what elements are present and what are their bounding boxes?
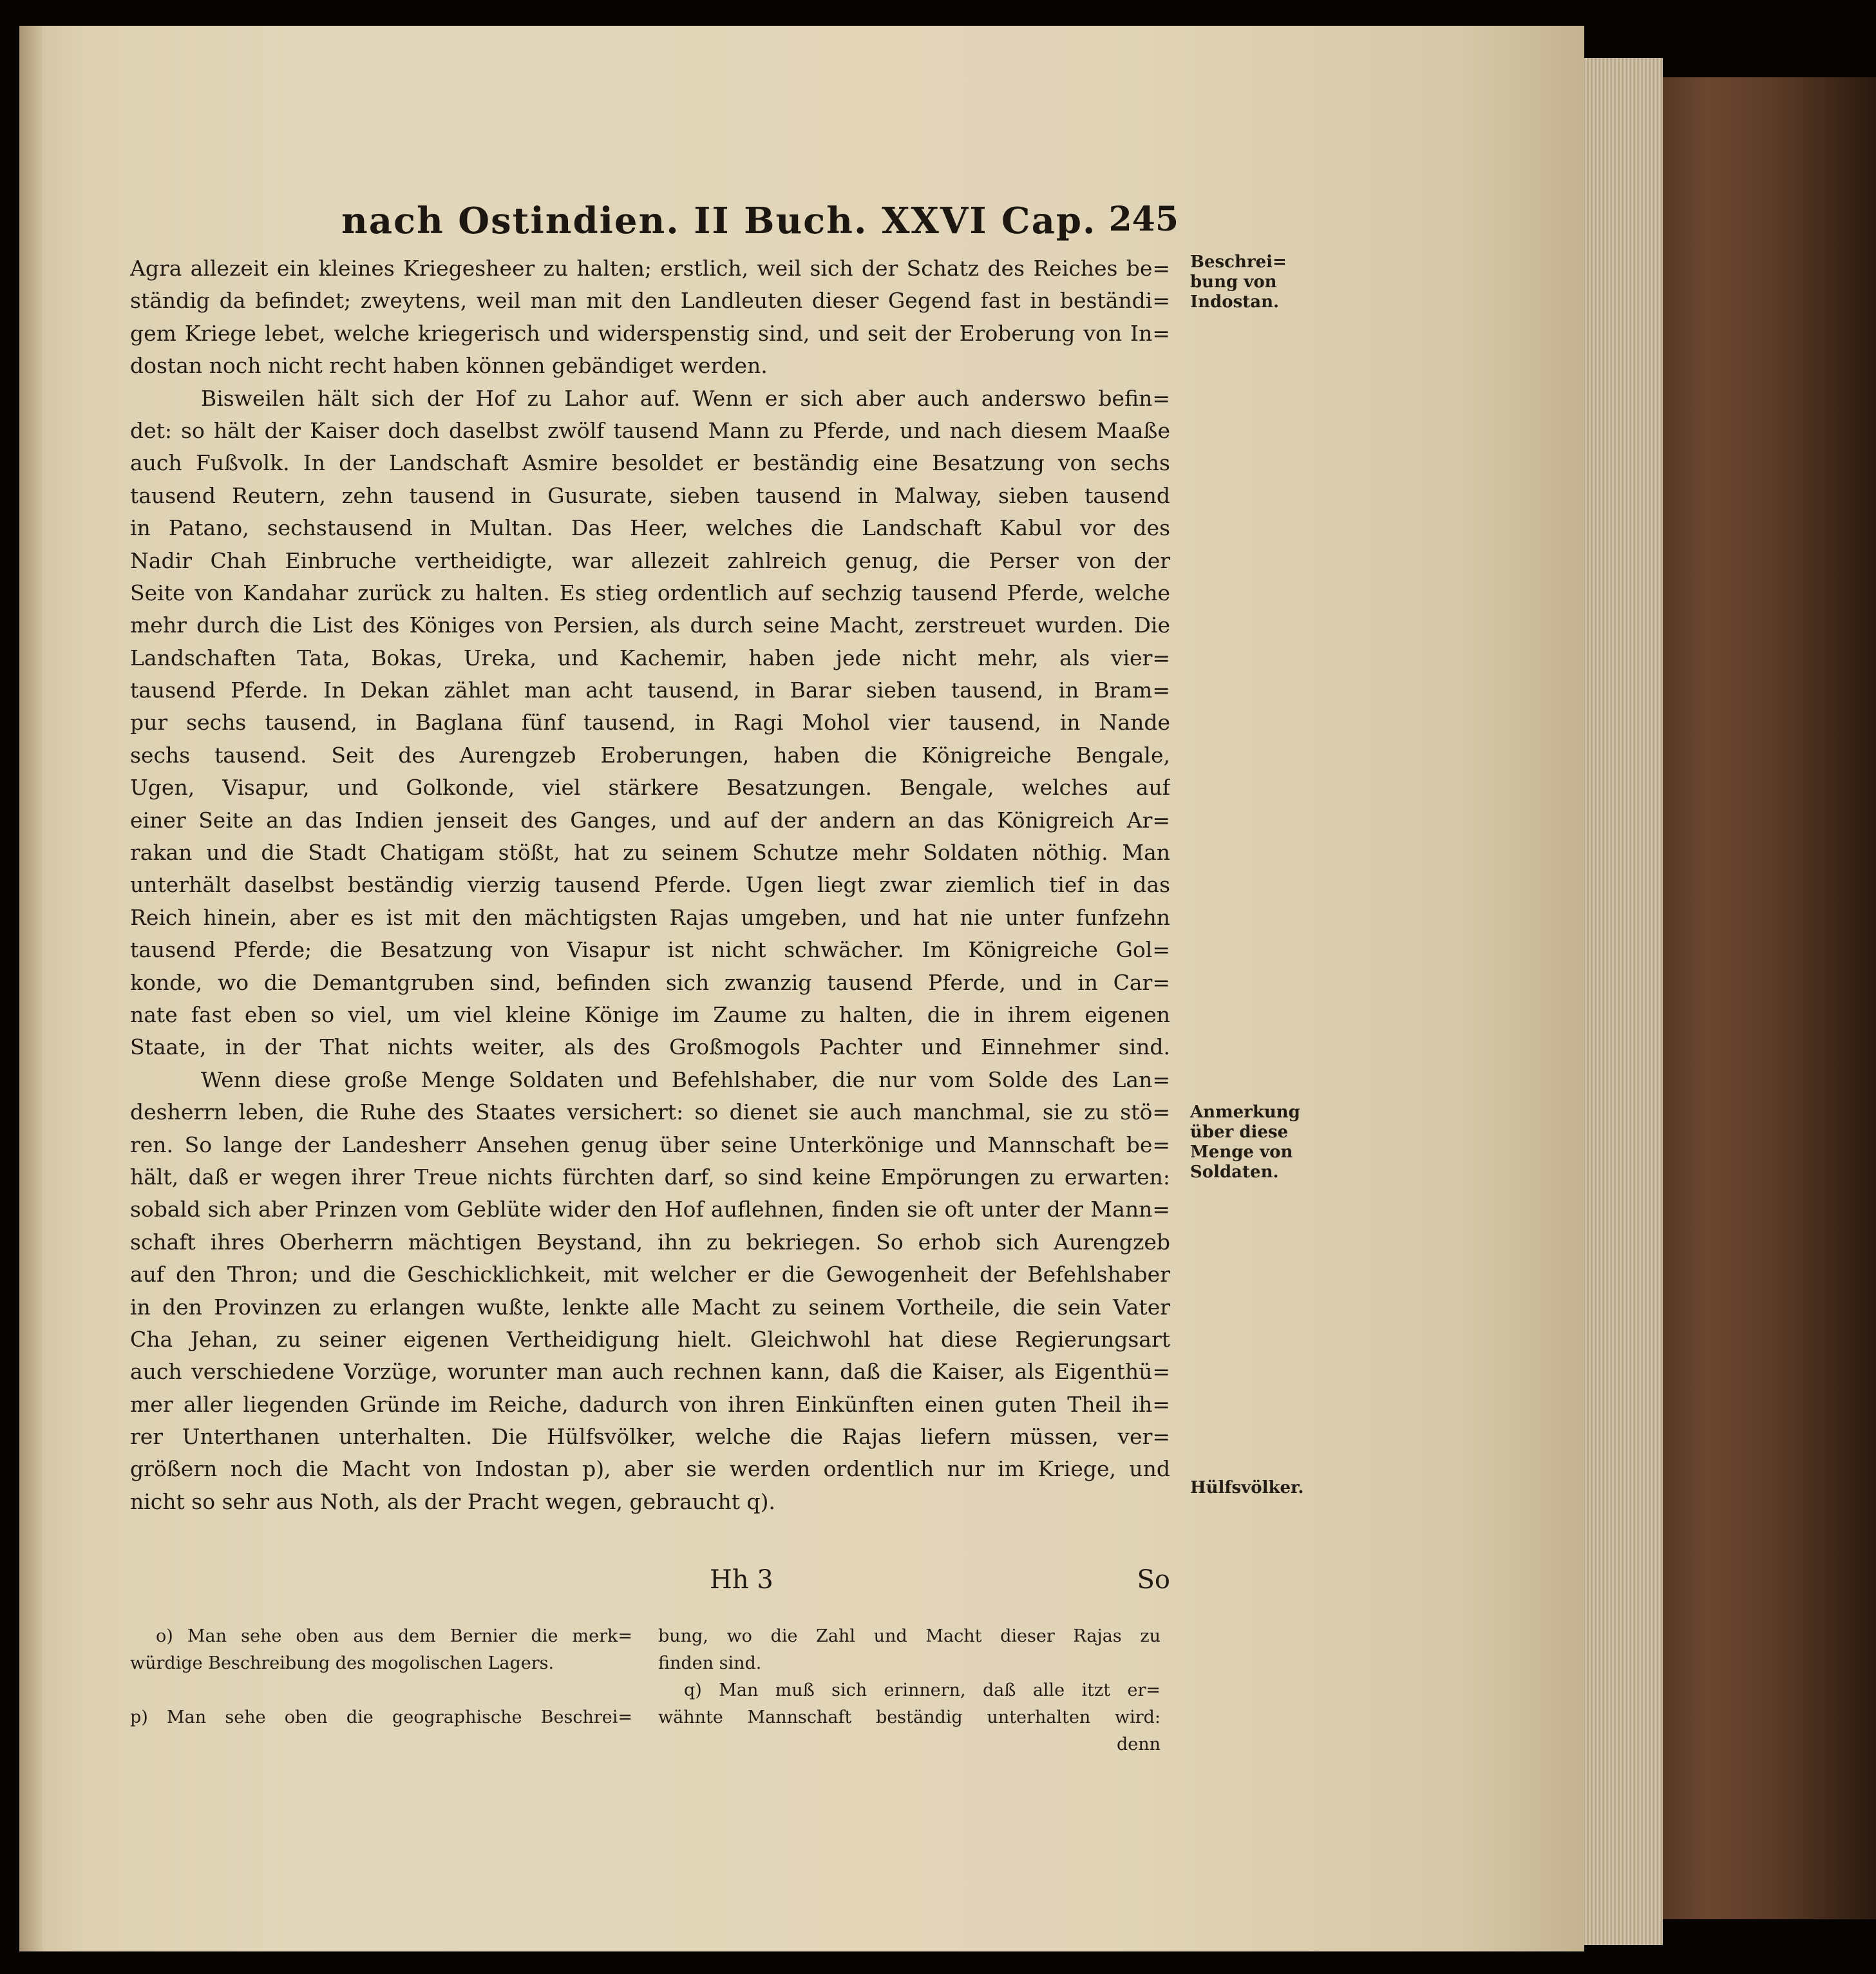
footnote-column-right [658,1623,1161,1758]
marginal-line: Anmerkung [1190,1103,1300,1122]
text-line: schaft ihres Oberherrn mächtigen Beystand, ihn zu bekriegen. So erhob sich Aurengzeb [130,1229,1170,1255]
main-text [130,252,1170,1518]
text-line: mer aller liegenden Gründe im Reiche, dadurch von ihren Einkünften einen guten Theil ih= [130,1391,1170,1417]
text-line: Wenn diese große Menge Soldaten und Befehlshaber, die nur vom Solde des Lan= [201,1067,1170,1092]
text-line: rakan und die Stadt Chatigam stößt, hat zu seinem Schutze mehr Soldaten nöthig. Man [130,840,1170,866]
footnote-line [130,1677,632,1704]
footnote-line: o) Man sehe oben aus dem Bernier die merk= [156,1626,632,1646]
text-line: tausend Pferde. In Dekan zählet man acht tausend, in Barar sieben tausend, in Bram= [130,678,1170,703]
book-cover-edge [1636,77,1876,1919]
text-line: tausend Pferde; die Besatzung von Visapur ist nicht schwächer. Im Königreiche Gol= [130,937,1170,963]
text-line: Cha Jehan, zu seiner eigenen Vertheidigung hielt. Gleichwohl hat diese Regierungsart [130,1326,1170,1352]
text-line: dostan noch nicht recht haben können gebändiget werden. [130,353,768,379]
footnote-line: q) Man muß sich erinnern, daß alle itzt er= [684,1680,1161,1700]
text-line: Landschaften Tata, Bokas, Ureka, und Kachemir, haben jede nicht mehr, als vier= [130,645,1170,670]
marginal-line: Soldaten. [1190,1163,1279,1182]
catchword: So [1137,1565,1170,1595]
text-line: Seite von Kandahar zurück zu halten. Es stieg ordentlich auf sechzig tausend Pferde, welche [130,580,1170,605]
text-line: nate fast eben so viel, um viel kleine Könige im Zaume zu halten, die in ihrem eigenen [130,1001,1170,1027]
footnote-line: finden sind. [658,1653,762,1673]
marginal-note-remark [1190,1103,1319,1182]
text-line: Agra allezeit ein kleines Kriegesheer zu halten; erstlich, weil sich der Schatz des Reiches be= [130,256,1170,281]
text-line: auch verschiedene Vorzüge, worunter man auch rechnen kann, daß die Kaiser, als Eigenthü= [130,1359,1170,1385]
footnote-line: bung, wo die Zahl und Macht dieser Rajas zu [658,1626,1161,1646]
text-line: Nadir Chah Einbruche vertheidigte, war allezeit zahlreich genug, die Perser von der [130,547,1170,573]
footnote-line: denn [1116,1734,1161,1754]
footnote-line: wähnte Mannschaft beständig unterhalten wird: [658,1707,1161,1727]
left-page-edge [19,26,43,1951]
footnote-line: würdige Beschreibung des mogolischen Lagers. [130,1653,554,1673]
text-line: ren. So lange der Landesherr Ansehen genug über seine Unterkönige und Mannschaft be= [130,1132,1170,1157]
marginal-line: bung von [1190,272,1277,292]
text-line: ständig da befindet; zweytens, weil man mit den Landleuten dieser Gegend fast in beständi= [130,288,1170,314]
marginal-line: Indostan. [1190,292,1280,312]
text-line: gem Kriege lebet, welche kriegerisch und widerspenstig sind, und seit der Eroberung von In= [130,320,1170,346]
text-line: Staate, in der That nichts weiter, als des Großmogols Pachter und Einnehmer sind. [130,1034,1170,1060]
text-line: Ugen, Visapur, und Golkonde, viel stärkere Besatzungen. Bengale, welches auf [130,775,1170,801]
text-line: nicht so sehr aus Noth, als der Pracht wegen, gebraucht q). [130,1488,775,1514]
running-title: nach Ostindien. II Buch. XXVI Cap. [341,200,1097,242]
text-line: det: so hält der Kaiser doch daselbst zwölf tausend Mann zu Pferde, und nach diesem Maaße [130,417,1170,443]
text-line: rer Unterthanen unterhalten. Die Hülfsvölker, welche die Rajas liefern müssen, ver= [130,1424,1170,1450]
text-line: hält, daß er wegen ihrer Treue nichts fürchten darf, so sind keine Empörungen zu erwarten: [130,1164,1170,1190]
text-line: mehr durch die List des Königes von Persien, als durch seine Macht, zerstreuet wurden. Die [130,612,1170,638]
text-line: unterhält daselbst beständig vierzig tausend Pferde. Ugen liegt zwar ziemlich tief in das [130,872,1170,898]
marginal-line: über diese [1190,1123,1289,1142]
catchline [130,1565,1170,1604]
text-line: desherrn leben, die Ruhe des Staates versichert: so dienet sie auch manchmal, sie zu stö= [130,1099,1170,1125]
marginal-line: Menge von [1190,1143,1293,1162]
text-line: auf den Thron; und die Geschicklichkeit, mit welcher er die Gewogenheit der Befehlshaber [130,1262,1170,1287]
text-line: tausend Reutern, zehn tausend in Gusurate, sieben tausend in Malway, sieben tausend [130,482,1170,508]
page-number: 245 [1108,200,1179,239]
text-line: konde, wo die Demantgruben sind, befinden sich zwanzig tausend Pferde, und in Car= [130,969,1170,995]
marginal-note-description [1190,252,1319,312]
text-line: größern noch die Macht von Indostan p), aber sie werden ordentlich nur im Kriege, und [130,1456,1170,1482]
book-page [19,26,1584,1951]
text-line: sechs tausend. Seit des Aurengzeb Eroberungen, haben die Königreiche Bengale, [130,742,1170,768]
text-line: Bisweilen hält sich der Hof zu Lahor auf. Wenn er sich aber auch anderswo befin= [201,385,1170,411]
text-line: sobald sich aber Prinzen vom Geblüte wider den Hof auflehnen, finden sie oft unter der Mann= [130,1197,1170,1222]
footnote-column-left [130,1623,632,1731]
signature-mark: Hh 3 [710,1565,773,1595]
text-line: einer Seite an das Indien jenseit des Ganges, und auf der andern an das Königreich Ar= [130,807,1170,833]
marginal-line: Beschrei= [1190,252,1287,272]
marginal-note-auxiliaries [1190,1478,1319,1498]
text-line: auch Fußvolk. In der Landschaft Asmire besoldet er beständig eine Besatzung von sechs [130,450,1170,476]
text-line: Reich hinein, aber es ist mit den mächtigsten Rajas umgeben, und hat nie unter funfzehn [130,904,1170,930]
text-line: in den Provinzen zu erlangen wußte, lenkte alle Macht zu seinem Vortheile, die sein Vater [130,1294,1170,1320]
page-header [341,200,1179,251]
text-line: pur sechs tausend, in Baglana fünf tausend, in Ragi Mohol vier tausend, in Nande [130,710,1170,736]
footnote-line: p) Man sehe oben die geographische Beschrei= [130,1707,632,1727]
text-line: in Patano, sechstausend in Multan. Das Heer, welches die Landschaft Kabul vor des [130,515,1170,541]
marginal-line: Hülfsvölker. [1190,1478,1304,1497]
